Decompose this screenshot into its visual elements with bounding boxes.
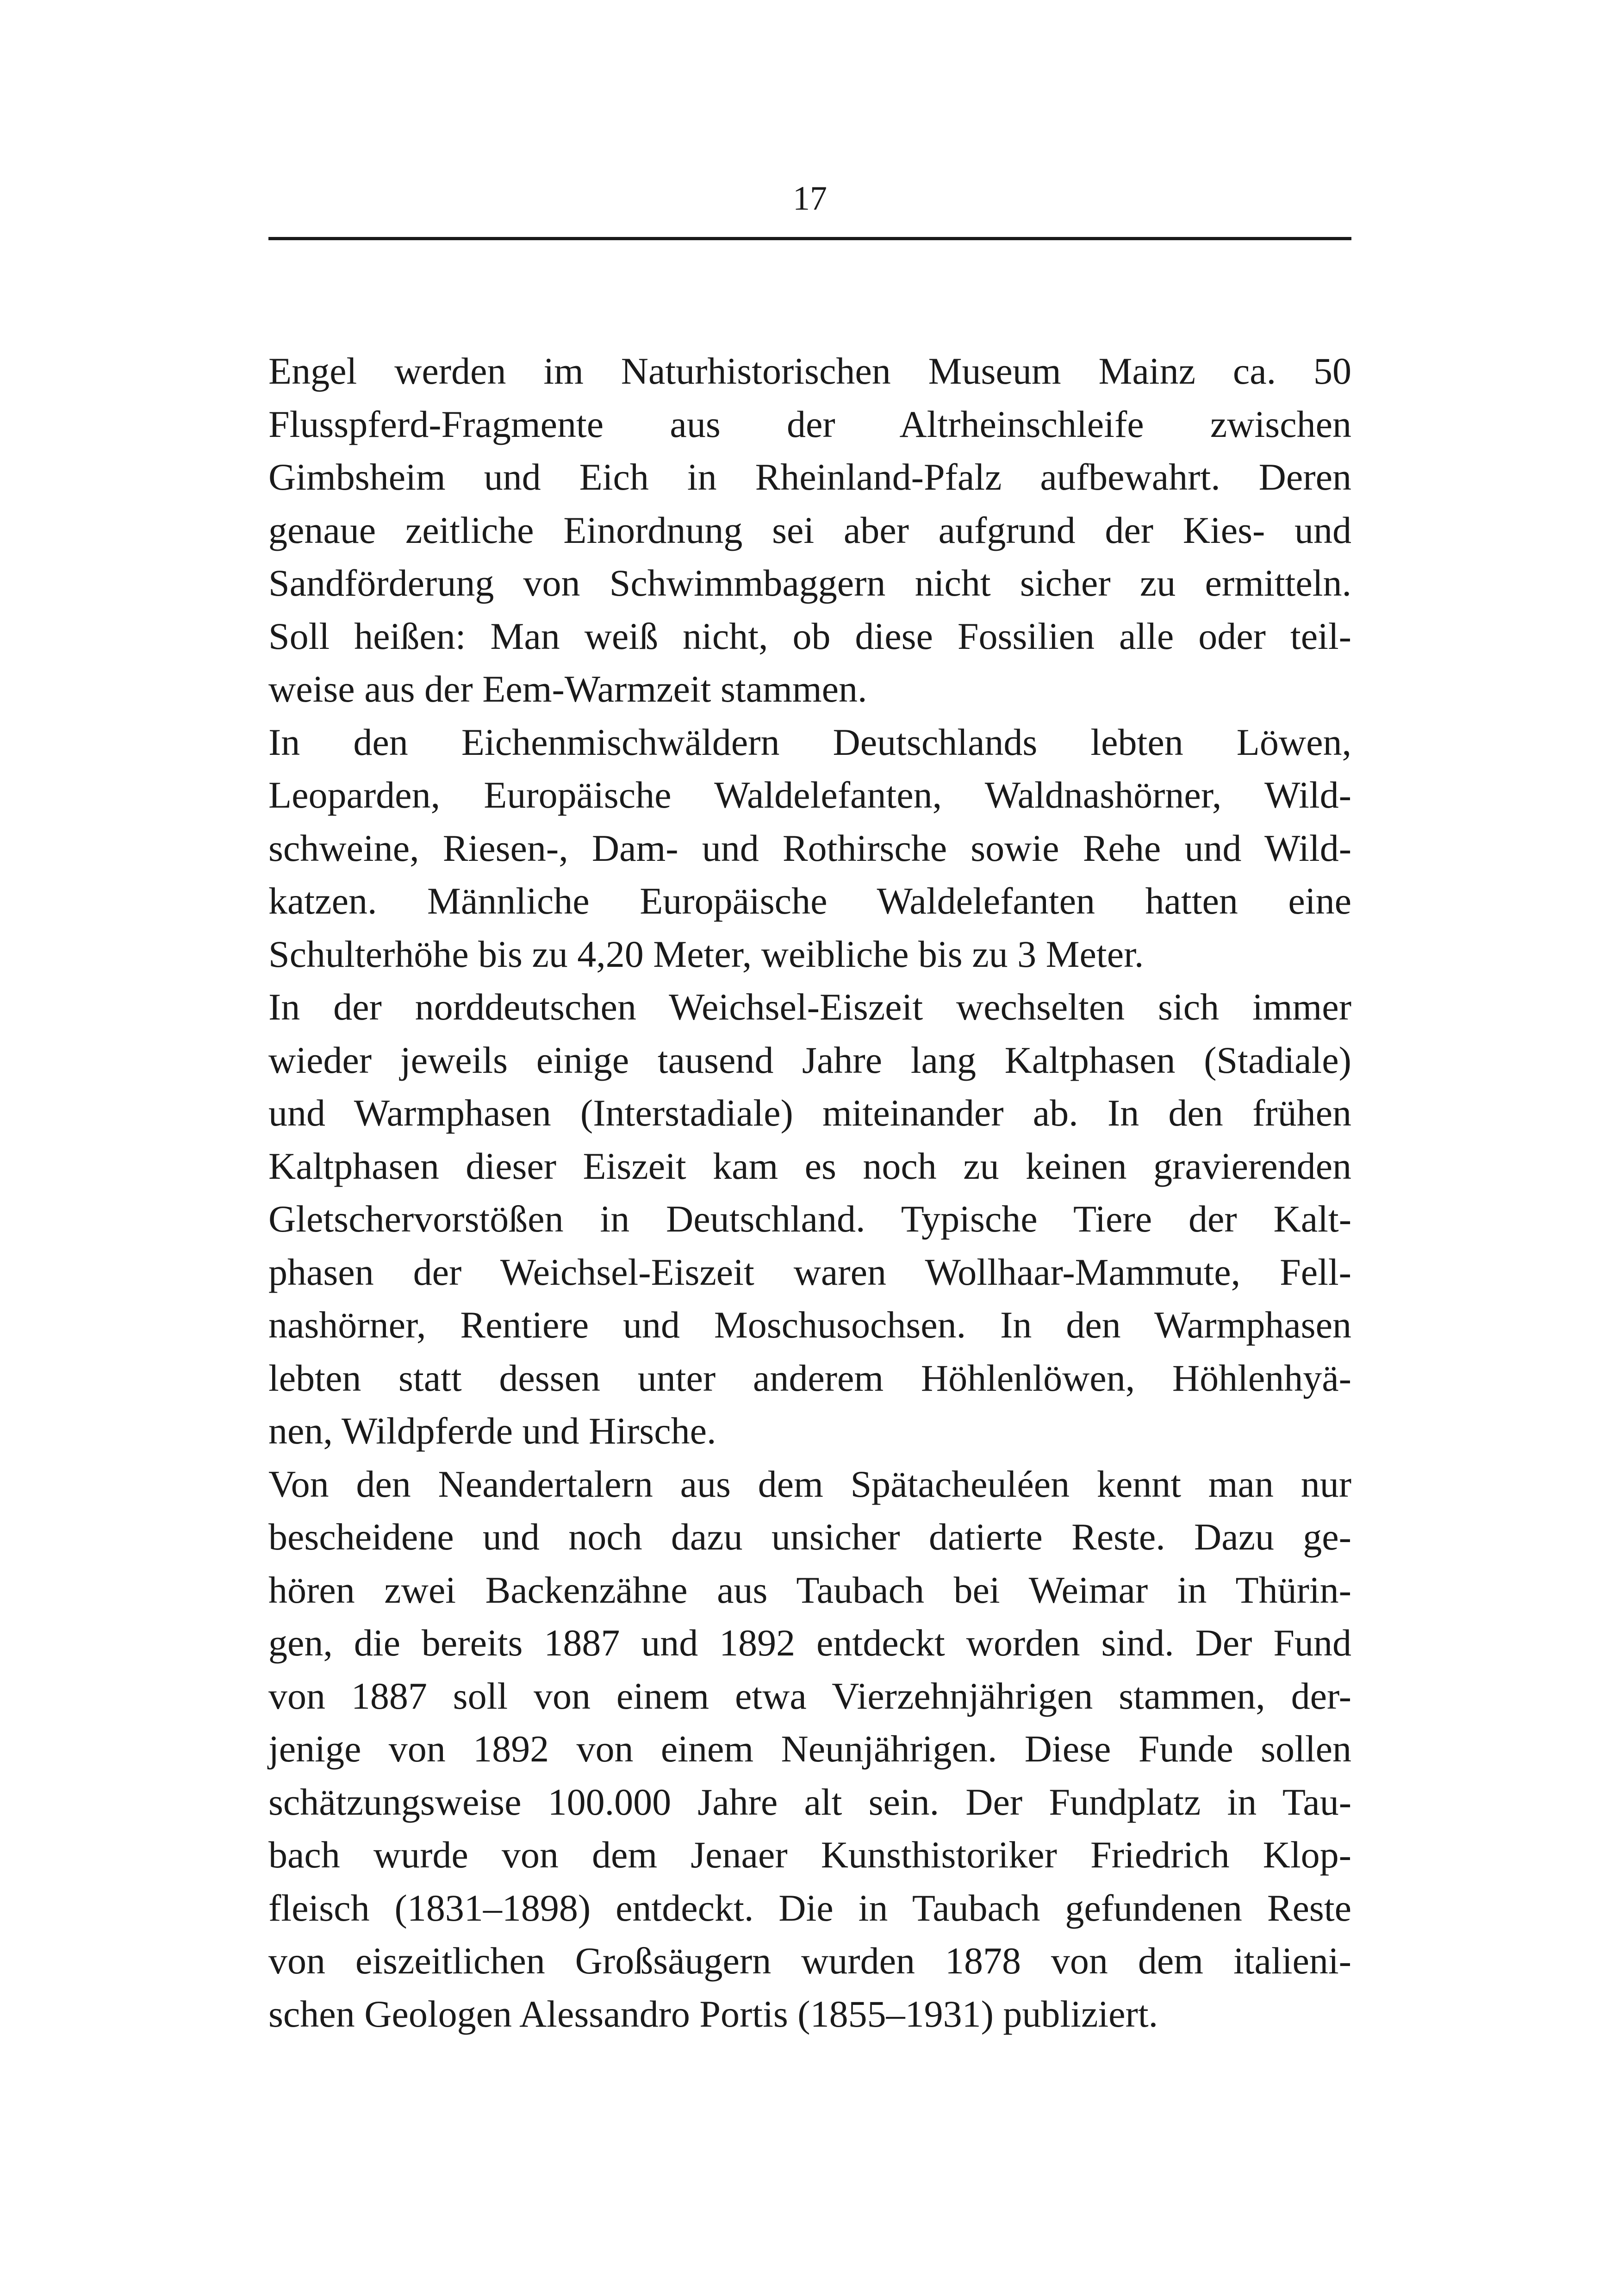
text-line: von 1887 soll von einem etwa Vierzehnjährigen stammen, der-	[268, 1674, 1351, 1717]
text-line: Schulterhöhe bis zu 4,20 Meter, weibliche bis zu 3 Meter.	[268, 933, 1144, 975]
text-line: bach wurde von dem Jenaer Kunsthistoriker Friedrich Klop-	[268, 1834, 1351, 1876]
text-line: nashörner, Rentiere und Moschusochsen. In den Warmphasen	[268, 1304, 1351, 1346]
body-text	[268, 345, 1351, 2041]
text-line: In den Eichenmischwäldern Deutschlands lebten Löwen,	[268, 721, 1351, 763]
text-line: Leoparden, Europäische Waldelefanten, Waldnashörner, Wild-	[268, 774, 1351, 816]
text-line: wieder jeweils einige tausend Jahre lang Kaltphasen (Stadiale)	[268, 1039, 1351, 1081]
text-line: lebten statt dessen unter anderem Höhlenlöwen, Höhlenhyä-	[268, 1356, 1351, 1399]
text-line: schen Geologen Alessandro Portis (1855–1931) publiziert.	[268, 1992, 1158, 2035]
text-line: Gimbsheim und Eich in Rheinland-Pfalz aufbewahrt. Deren	[268, 456, 1351, 498]
text-line: fleisch (1831–1898) entdeckt. Die in Taubach gefundenen Reste	[268, 1886, 1351, 1929]
text-line: schweine, Riesen-, Dam- und Rothirsche sowie Rehe und Wild-	[268, 827, 1351, 869]
text-line: jenige von 1892 von einem Neunjährigen. Diese Funde sollen	[268, 1728, 1351, 1770]
text-line: katzen. Männliche Europäische Waldelefanten hatten eine	[268, 880, 1351, 922]
header-rule	[268, 237, 1351, 240]
text-line: bescheidene und noch dazu unsicher datierte Reste. Dazu ge-	[268, 1516, 1351, 1558]
text-line: genaue zeitliche Einordnung sei aber aufgrund der Kies- und	[268, 509, 1351, 551]
text-line: Gletschervorstößen in Deutschland. Typische Tiere der Kalt-	[268, 1198, 1351, 1240]
text-line: und Warmphasen (Interstadiale) miteinander ab. In den frühen	[268, 1092, 1351, 1134]
text-line: Kaltphasen dieser Eiszeit kam es noch zu keinen gravierenden	[268, 1145, 1351, 1187]
text-line: Soll heißen: Man weiß nicht, ob diese Fossilien alle oder teil-	[268, 615, 1351, 657]
text-line: phasen der Weichsel-Eiszeit waren Wollhaar-Mammute, Fell-	[268, 1251, 1351, 1293]
text-line: In der norddeutschen Weichsel-Eiszeit wechselten sich immer	[268, 986, 1351, 1028]
text-line: Von den Neandertalern aus dem Spätacheuléen kennt man nur	[268, 1462, 1351, 1505]
text-line: Sandförderung von Schwimmbaggern nicht sicher zu ermitteln.	[268, 562, 1351, 604]
text-line: gen, die bereits 1887 und 1892 entdeckt worden sind. Der Fund	[268, 1622, 1351, 1664]
text-line: hören zwei Backenzähne aus Taubach bei Weimar in Thürin-	[268, 1568, 1351, 1611]
page-number: 17	[793, 180, 827, 218]
text-line: Engel werden im Naturhistorischen Museum Mainz ca. 50	[268, 350, 1351, 392]
text-line: schätzungsweise 100.000 Jahre alt sein. Der Fundplatz in Tau-	[268, 1780, 1351, 1823]
text-line: Flusspferd-Fragmente aus der Altrheinschleife zwischen	[268, 403, 1351, 445]
text-line: weise aus der Eem-Warmzeit stammen.	[268, 668, 867, 710]
text-line: nen, Wildpferde und Hirsche.	[268, 1410, 716, 1452]
text-line: von eiszeitlichen Großsäugern wurden 1878 von dem italieni-	[268, 1940, 1351, 1982]
